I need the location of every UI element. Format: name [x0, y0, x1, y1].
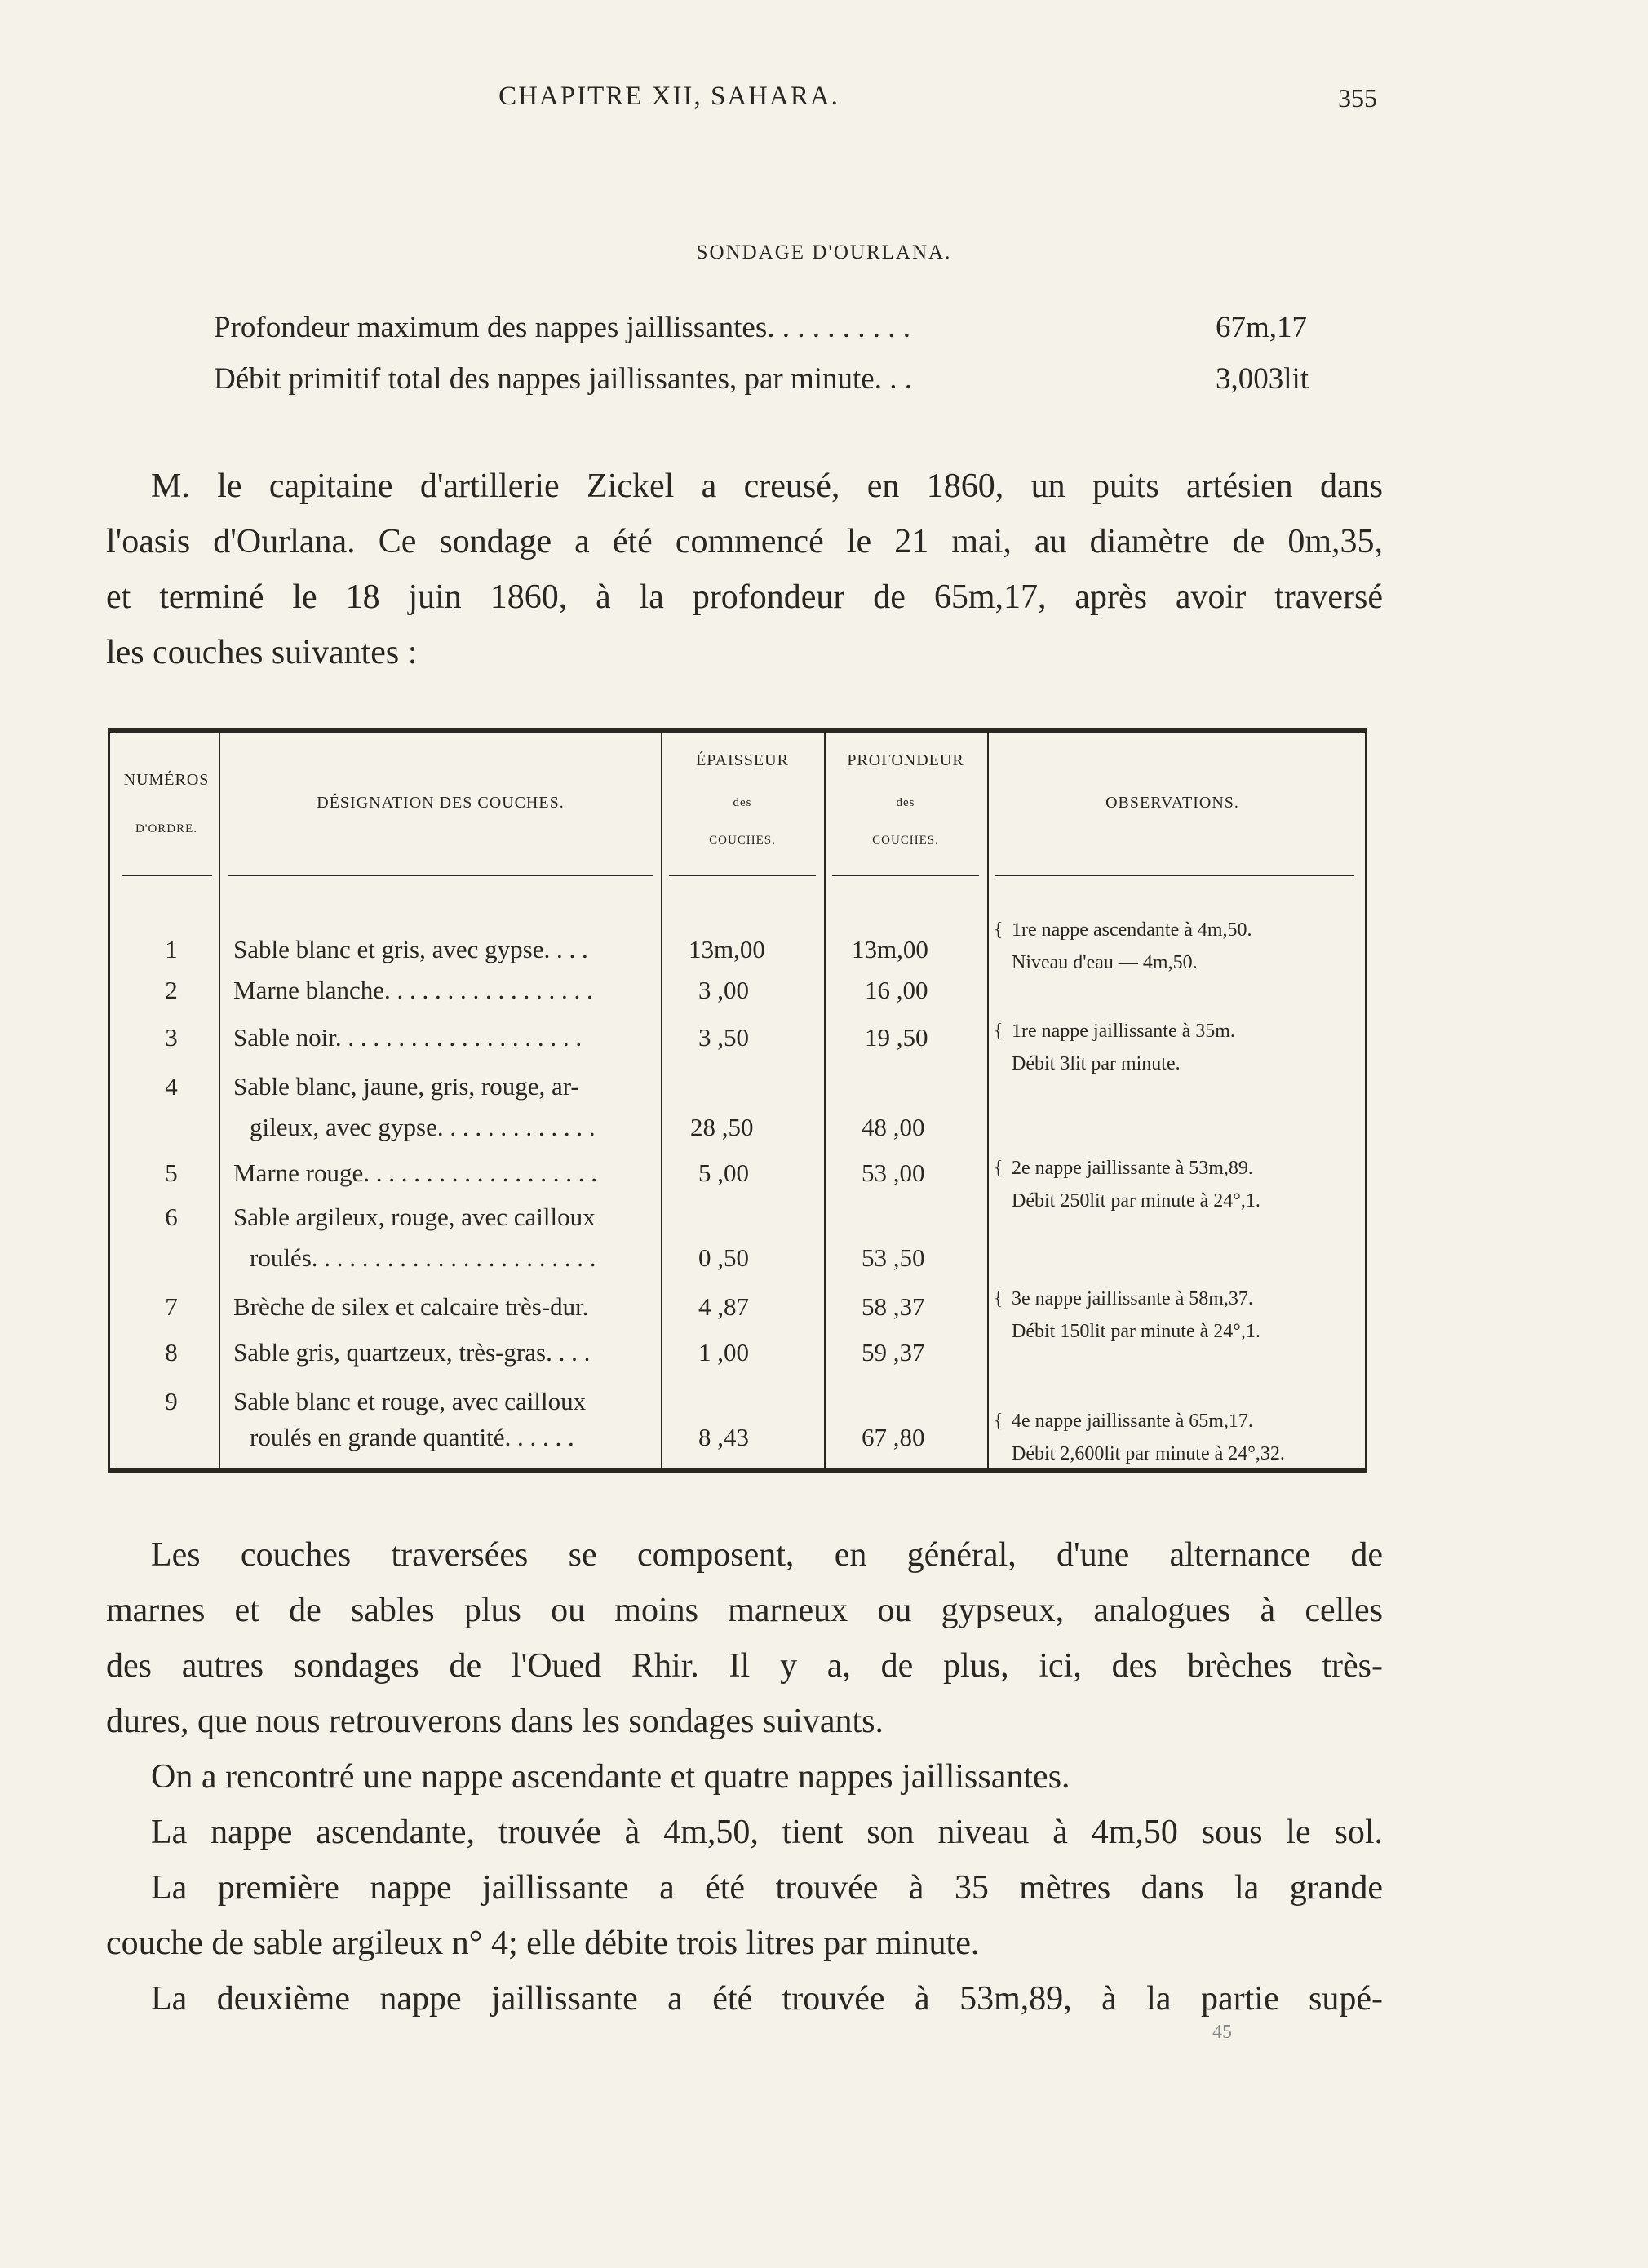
intro-line-2: l'oasis d'Ourlana. Ce sondage a été commencé le 21 mai, au diamètre de 0m,35,: [106, 523, 1383, 560]
row-thickness: 1 ,00: [698, 1338, 749, 1367]
body-line-1: Les couches traversées se composent, en général, d'une alternance de: [151, 1536, 1383, 1574]
row-thickness: 3 ,50: [698, 1023, 749, 1052]
observation-line: 1re nappe ascendante à 4m,50.: [1012, 919, 1252, 941]
brace-mark: {: [994, 1158, 1003, 1179]
row-description: Marne blanche. . . . . . . . . . . . . . . . .: [233, 976, 593, 1004]
body-line-9: La deuxième nappe jaillissante a été trouvée à 53m,89, à la partie supé-: [151, 1980, 1383, 2018]
intro-line-4: les couches suivantes :: [106, 634, 418, 671]
body-line-2: marnes et de sables plus ou moins marneux ou gypseux, analogues à celles: [106, 1592, 1383, 1629]
col-header-epaisseur-des: des: [733, 796, 752, 809]
col-header-num-sub: D'ORDRE.: [135, 822, 198, 835]
brace-mark: {: [994, 1411, 1003, 1432]
row-number: 7: [165, 1292, 178, 1321]
row-depth: 19 ,50: [865, 1023, 928, 1052]
row-thickness: 8 ,43: [698, 1423, 749, 1451]
summary-value-depth: 67m,17: [1216, 311, 1308, 344]
summary-label-depth: Profondeur maximum des nappes jaillissantes. . . . . . . . . .: [214, 311, 910, 344]
brace-mark: {: [994, 1021, 1003, 1042]
col-header-observations: OBSERVATIONS.: [1105, 794, 1239, 812]
row-description-cont: roulés en grande quantité. . . . . .: [250, 1423, 574, 1451]
row-number: 8: [165, 1338, 178, 1367]
row-thickness: 28 ,50: [690, 1113, 754, 1141]
summary-label-flow: Débit primitif total des nappes jaillissantes, par minute. . .: [214, 362, 912, 396]
observation-line: 3e nappe jaillissante à 58m,37.: [1012, 1288, 1253, 1309]
row-description: Sable blanc, jaune, gris, rouge, ar-: [233, 1072, 579, 1101]
col-header-num: NUMÉROS: [123, 771, 210, 789]
observation-line: 2e nappe jaillissante à 53m,89.: [1012, 1158, 1253, 1179]
col-header-profondeur-des: des: [896, 796, 915, 809]
body-line-8: couche de sable argileux n° 4; elle débite trois litres par minute.: [106, 1925, 980, 1962]
observation-line: Débit 2,600lit par minute à 24°,32.: [1012, 1443, 1285, 1464]
row-description-cont: gileux, avec gypse. . . . . . . . . . . . .: [250, 1113, 596, 1141]
body-line-7: La première nappe jaillissante a été trouvée à 35 mètres dans la grande: [151, 1869, 1383, 1907]
col-header-epaisseur: ÉPAISSEUR: [696, 751, 789, 769]
col-header-epaisseur-couches: COUCHES.: [709, 834, 776, 847]
row-depth: 67 ,80: [862, 1423, 925, 1451]
header-rule: [832, 875, 979, 876]
row-thickness: 5 ,00: [698, 1158, 749, 1187]
brace-mark: {: [994, 1288, 1003, 1309]
intro-line-1: M. le capitaine d'artillerie Zickel a creusé, en 1860, un puits artésien dans: [151, 467, 1383, 505]
col-header-designation: DÉSIGNATION DES COUCHES.: [317, 794, 565, 812]
section-title: SONDAGE D'OURLANA.: [696, 241, 952, 264]
row-number: 5: [165, 1158, 178, 1187]
body-line-6: La nappe ascendante, trouvée à 4m,50, tient son niveau à 4m,50 sous le sol.: [151, 1814, 1383, 1851]
row-depth: 59 ,37: [862, 1338, 925, 1367]
row-depth: 53 ,00: [862, 1158, 925, 1187]
header-rule: [995, 875, 1354, 876]
header-rule: [228, 875, 653, 876]
body-line-4: dures, que nous retrouverons dans les sondages suivants.: [106, 1703, 884, 1740]
row-description-cont: roulés. . . . . . . . . . . . . . . . . . . . . . .: [250, 1243, 596, 1272]
row-description: Marne rouge. . . . . . . . . . . . . . . . . . .: [233, 1158, 597, 1187]
observation-line: Débit 3lit par minute.: [1012, 1053, 1181, 1074]
summary-value-flow: 3,003lit: [1216, 362, 1309, 396]
observation-line: 1re nappe jaillissante à 35m.: [1012, 1021, 1235, 1042]
page-number: 355: [1338, 83, 1377, 113]
row-number: 1: [165, 935, 178, 963]
body-line-3: des autres sondages de l'Oued Rhir. Il y a, de plus, ici, des brèches très-: [106, 1647, 1383, 1685]
running-header: CHAPITRE XII, SAHARA.: [498, 82, 840, 111]
col-header-profondeur: PROFONDEUR: [847, 751, 964, 769]
observation-line: Débit 150lit par minute à 24°,1.: [1012, 1321, 1260, 1342]
row-description: Sable argileux, rouge, avec cailloux: [233, 1203, 596, 1231]
row-depth: 58 ,37: [862, 1292, 925, 1321]
row-depth: 48 ,00: [862, 1113, 925, 1141]
row-depth: 53 ,50: [862, 1243, 925, 1272]
row-number: 2: [165, 976, 178, 1004]
body-line-5: On a rencontré une nappe ascendante et quatre nappes jaillissantes.: [151, 1758, 1070, 1796]
row-description: Sable blanc et gris, avec gypse. . . .: [233, 935, 588, 963]
header-rule: [669, 875, 816, 876]
row-thickness: 13m,00: [689, 935, 765, 963]
observation-line: Débit 250lit par minute à 24°,1.: [1012, 1190, 1260, 1212]
column-divider: [987, 733, 989, 1468]
row-description: Sable blanc et rouge, avec cailloux: [233, 1387, 587, 1415]
observation-line: Niveau d'eau — 4m,50.: [1012, 952, 1198, 973]
row-number: 9: [165, 1387, 178, 1415]
row-description: Brèche de silex et calcaire très-dur.: [233, 1292, 589, 1321]
brace-mark: {: [994, 919, 1003, 941]
row-number: 6: [165, 1203, 178, 1231]
row-thickness: 0 ,50: [698, 1243, 749, 1272]
row-depth: 13m,00: [852, 935, 928, 963]
header-rule: [122, 875, 212, 876]
row-thickness: 4 ,87: [698, 1292, 749, 1321]
observation-line: 4e nappe jaillissante à 65m,17.: [1012, 1411, 1253, 1432]
row-description: Sable gris, quartzeux, très-gras. . . .: [233, 1338, 591, 1367]
row-description: Sable noir. . . . . . . . . . . . . . . . . . . .: [233, 1023, 583, 1052]
row-number: 3: [165, 1023, 178, 1052]
row-depth: 16 ,00: [865, 976, 928, 1004]
row-thickness: 3 ,00: [698, 976, 749, 1004]
row-number: 4: [165, 1072, 178, 1101]
intro-line-3: et terminé le 18 juin 1860, à la profondeur de 65m,17, après avoir traversé: [106, 578, 1383, 616]
col-header-profondeur-couches: COUCHES.: [872, 834, 939, 847]
signature-mark: 45: [1212, 2022, 1232, 2043]
